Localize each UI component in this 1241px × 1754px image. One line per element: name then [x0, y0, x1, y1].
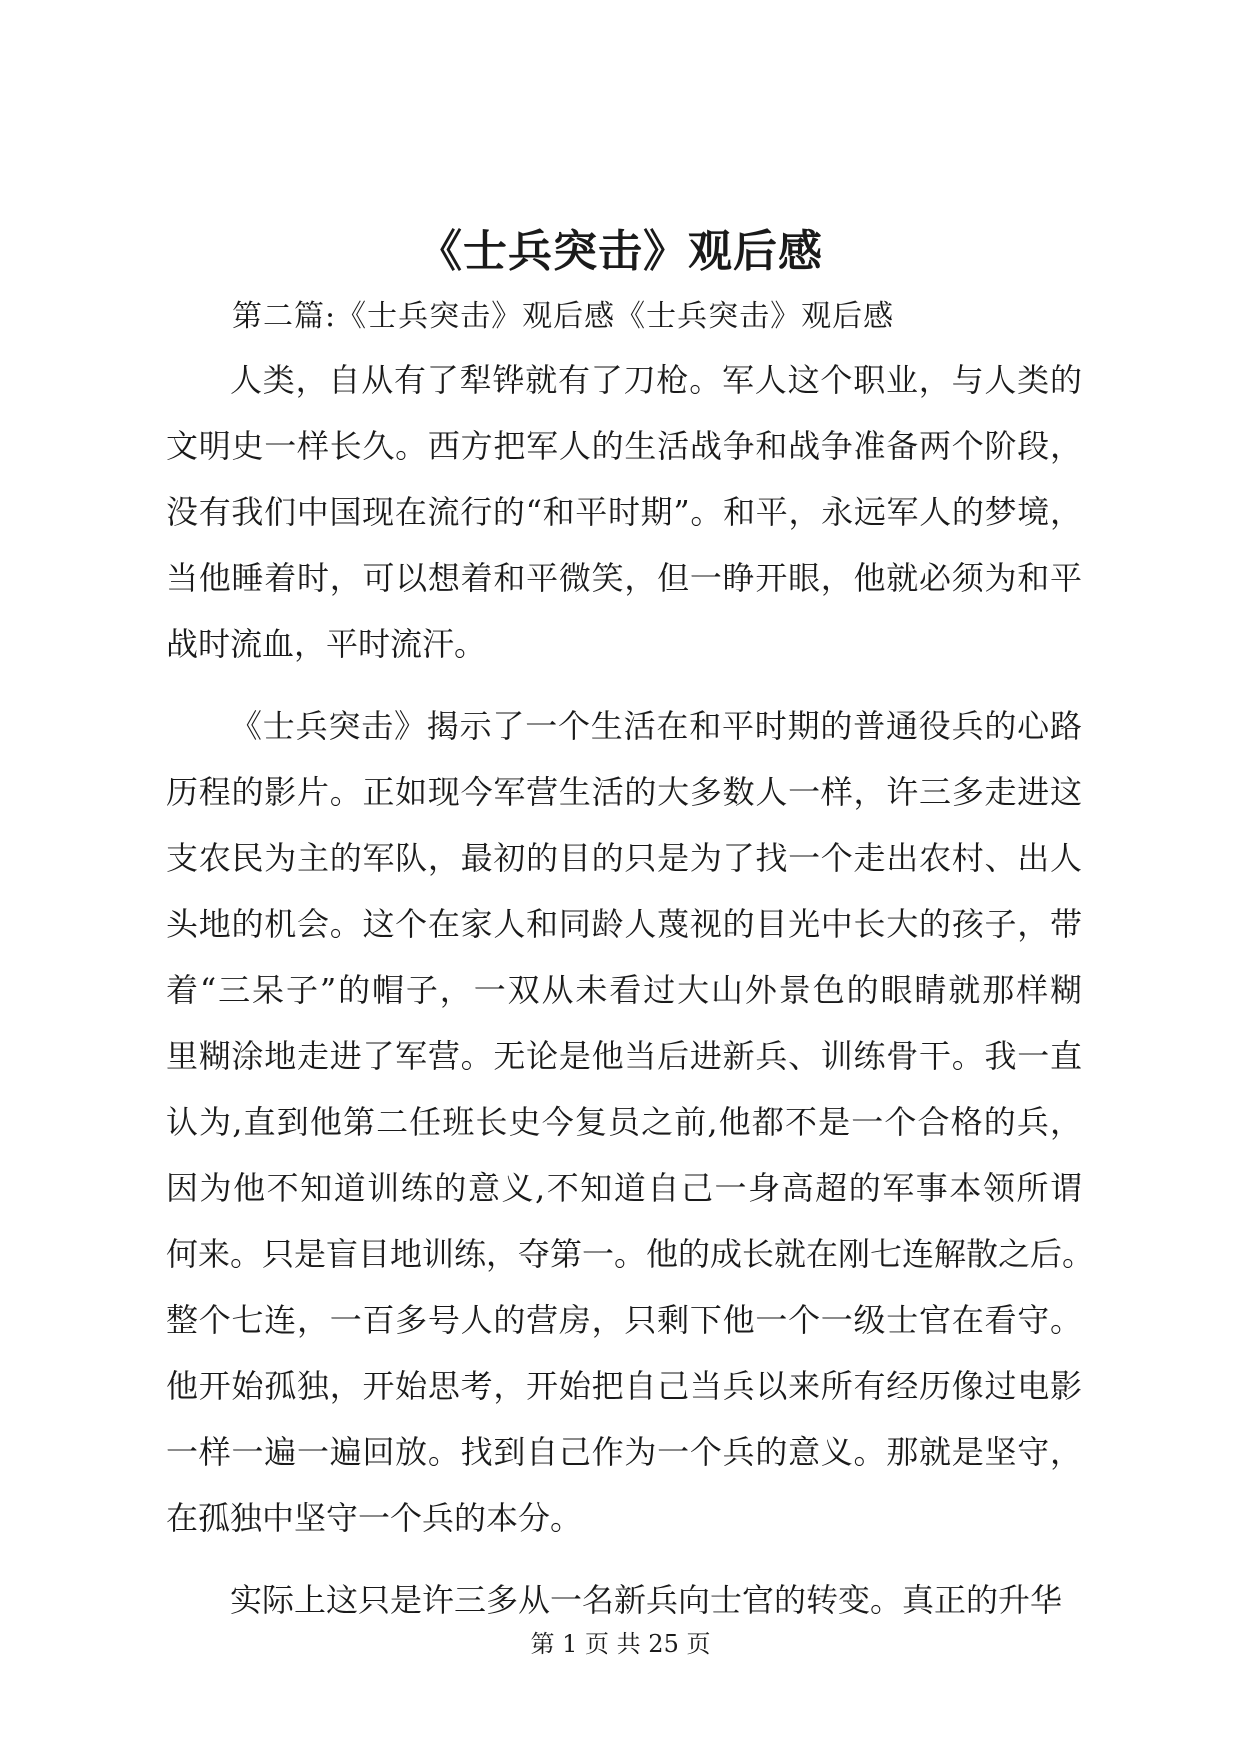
- text-line: 因为他不知道训练的意义,不知道自己一身高超的军事本领所谓: [166, 1169, 1082, 1207]
- text-line: 他开始孤独，开始思考，开始把自己当兵以来所有经历像过电影: [166, 1367, 1082, 1405]
- paragraph-gap: [166, 1556, 1082, 1572]
- text-line: 当他睡着时，可以想着和平微笑，但一睁开眼，他就必须为和平: [166, 559, 1082, 597]
- text-line: 支农民为主的军队，最初的目的只是为了找一个走出农村、出人: [166, 839, 1082, 877]
- paragraph-gap: [166, 682, 1082, 698]
- text-line: 历程的影片。正如现今军营生活的大多数人一样，许三多走进这: [166, 773, 1082, 811]
- text-line: 人类，自从有了犁铧就有了刀枪。军人这个职业，与人类的: [230, 361, 1082, 399]
- document-body: [166, 352, 1095, 1638]
- text-line: 里糊涂地走进了军营。无论是他当后进新兵、训练骨干。我一直: [166, 1037, 1082, 1075]
- text-line: 在孤独中坚守一个兵的本分。: [166, 1499, 583, 1537]
- text-line: 一样一遍一遍回放。找到自己作为一个兵的意义。那就是坚守，: [166, 1433, 1082, 1471]
- text-line: 战时流血，平时流汗。: [166, 625, 487, 663]
- text-line: 没有我们中国现在流行的“和平时期”。和平，永远军人的梦境，: [166, 493, 1082, 531]
- text-line: 《士兵突击》揭示了一个生活在和平时期的普通役兵的心路: [230, 707, 1082, 745]
- text-line: 着“三呆子”的帽子，一双从未看过大山外景色的眼睛就那样糊: [166, 971, 1082, 1009]
- text-line: 整个七连，一百多号人的营房，只剩下他一个一级士官在看守。: [166, 1301, 1082, 1339]
- page-number-footer: 第 1 页 共 25 页: [530, 1630, 711, 1658]
- text-line: 认为,直到他第二任班长史今复员之前,他都不是一个合格的兵，: [166, 1103, 1082, 1141]
- document-title: 《士兵突击》观后感: [418, 226, 823, 277]
- text-line: 实际上这只是许三多从一名新兵向士官的转变。真正的升华: [230, 1581, 1063, 1619]
- text-line: 何来。只是盲目地训练，夺第一。他的成长就在刚七连解散之后。: [166, 1235, 1095, 1273]
- document-subtitle: 第二篇:《士兵突击》观后感《士兵突击》观后感: [232, 299, 895, 334]
- text-line: 头地的机会。这个在家人和同龄人蔑视的目光中长大的孩子，带: [166, 905, 1082, 943]
- text-line: 文明史一样长久。西方把军人的生活战争和战争准备两个阶段，: [166, 427, 1082, 465]
